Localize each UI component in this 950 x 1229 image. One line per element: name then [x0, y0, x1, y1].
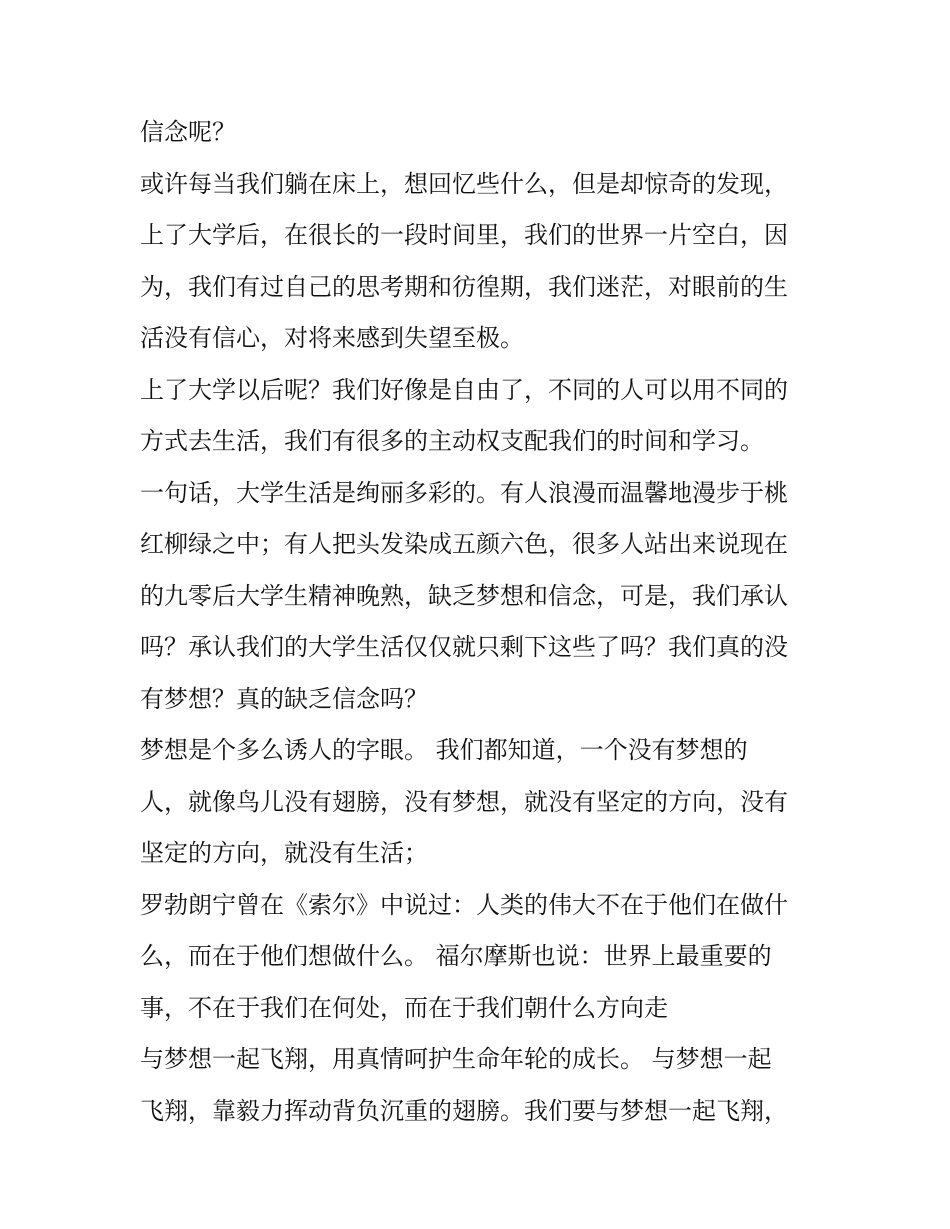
document-page	[140, 107, 820, 1137]
text-line: 红柳绿之中；有人把头发染成五颜六色，很多人站出来说现在	[140, 530, 788, 558]
text-line: 吗？承认我们的大学生活仅仅就只剩下这些了吗？我们真的没	[140, 633, 788, 661]
text-line: 梦想是个多么诱人的字眼。 我们都知道，一个没有梦想的	[140, 736, 748, 764]
text-line: 坚定的方向，就没有生活；	[140, 839, 428, 867]
text-line: 一句话，大学生活是绚丽多彩的。有人浪漫而温馨地漫步于桃	[140, 478, 788, 507]
text-line: 么，而在于他们想做什么。 福尔摩斯也说：世界上最重要的	[140, 942, 772, 970]
text-line: 活没有信心，对将来感到失望至极。	[140, 324, 524, 352]
text-line: 上了大学后，在很长的一段时间里，我们的世界一片空白，因	[140, 221, 788, 249]
text-line: 飞翔，靠毅力挥动背负沉重的翅膀。我们要与梦想一起飞翔，	[140, 1096, 788, 1125]
text-line: 信念呢？	[140, 118, 236, 146]
text-line: 或许每当我们躺在床上，想回忆些什么，但是却惊奇的发现，	[140, 169, 788, 198]
text-line: 为，我们有过自己的思考期和彷徨期，我们迷茫，对眼前的生	[140, 272, 788, 301]
text-line: 的九零后大学生精神晚熟，缺乏梦想和信念，可是，我们承认	[140, 581, 788, 610]
text-line: 罗勃朗宁曾在《索尔》中说过：人类的伟大不在于他们在做什	[140, 890, 788, 919]
text-line: 有梦想？真的缺乏信念吗？	[140, 684, 428, 713]
text-line: 与梦想一起飞翔，用真情呵护生命年轮的成长。 与梦想一起	[140, 1045, 772, 1073]
text-line: 事，不在于我们在何处，而在于我们朝什么方向走	[140, 993, 668, 1022]
text-line: 人，就像鸟儿没有翅膀，没有梦想，就没有坚定的方向，没有	[140, 787, 788, 816]
text-line: 上了大学以后呢？我们好像是自由了，不同的人可以用不同的	[140, 375, 788, 404]
text-line: 方式去生活，我们有很多的主动权支配我们的时间和学习。	[140, 427, 764, 455]
